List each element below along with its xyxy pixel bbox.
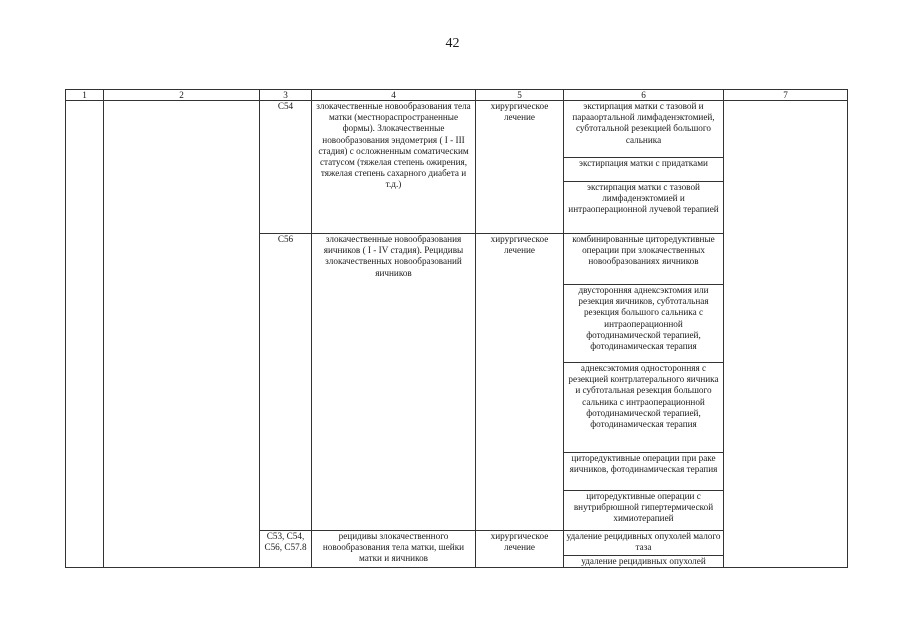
- header-row: [66, 90, 848, 101]
- method-cell: циторедуктивные операции с внутрибрюшной гипертермической химиотерапией: [564, 491, 724, 531]
- cell-profile: [104, 101, 260, 568]
- column-number-2: 2: [104, 90, 260, 101]
- treatment-type: хирургическое лечение: [476, 101, 564, 234]
- column-number-7: 7: [724, 90, 848, 101]
- method-cell: экстирпация матки с придатками: [564, 158, 724, 182]
- cell-notes: [724, 101, 848, 568]
- diagnosis-code: C56: [260, 234, 312, 531]
- diagnosis-description: злокачественные новообразования тела матки (местнораспространенные формы). Злокачественные новообразования эндометрия ( I - III стадия) с осложненным соматическим статусом (тяжелая степень ожирения, тяжелая степень сахарного диабета и т.д.): [312, 101, 476, 234]
- column-number-1: 1: [66, 90, 104, 101]
- treatment-type: хирургическое лечение: [476, 234, 564, 531]
- method-cell: двусторонняя аднексэктомия или резекция яичников, субтотальная резекция большого сальника с интраоперационной фотодинамической терапией, фотодинамическая терапия: [564, 285, 724, 363]
- method-cell: удаление рецидивных опухолей: [564, 556, 724, 568]
- method-cell: экстирпация матки с тазовой и парааортальной лимфаденэктомией, субтотальной резекцией большого сальника: [564, 101, 724, 158]
- column-number-3: 3: [260, 90, 312, 101]
- method-cell: удаление рецидивных опухолей малого таза: [564, 531, 724, 556]
- page-number: 42: [445, 36, 460, 51]
- method-cell: аднексэктомия односторонняя с резекцией контрлатерального яичника и субтотальная резекция большого сальника с интраоперационной фотодинамической терапией, фотодинамическая терапия: [564, 363, 724, 453]
- column-number-6: 6: [564, 90, 724, 101]
- column-number-5: 5: [476, 90, 564, 101]
- column-number-4: 4: [312, 90, 476, 101]
- method-cell: экстирпация матки с тазовой лимфаденэктомией и интраоперационной лучевой терапией: [564, 182, 724, 234]
- diagnosis-code: C53, C54, C56, C57.8: [260, 531, 312, 568]
- cell-number: [66, 101, 104, 568]
- diagnosis-description: рецидивы злокачественного новообразования тела матки, шейки матки и яичников: [312, 531, 476, 568]
- table-row: [66, 101, 848, 158]
- method-cell: комбинированные циторедуктивные операции при злокачественных новообразованиях яичников: [564, 234, 724, 285]
- treatment-type: хирургическое лечение: [476, 531, 564, 568]
- method-cell: циторедуктивные операции при раке яичников, фотодинамическая терапия: [564, 453, 724, 491]
- treatment-table: [65, 89, 848, 568]
- diagnosis-code: C54: [260, 101, 312, 234]
- diagnosis-description: злокачественные новообразования яичников ( I - IV стадия). Рецидивы злокачественных новообразований яичников: [312, 234, 476, 531]
